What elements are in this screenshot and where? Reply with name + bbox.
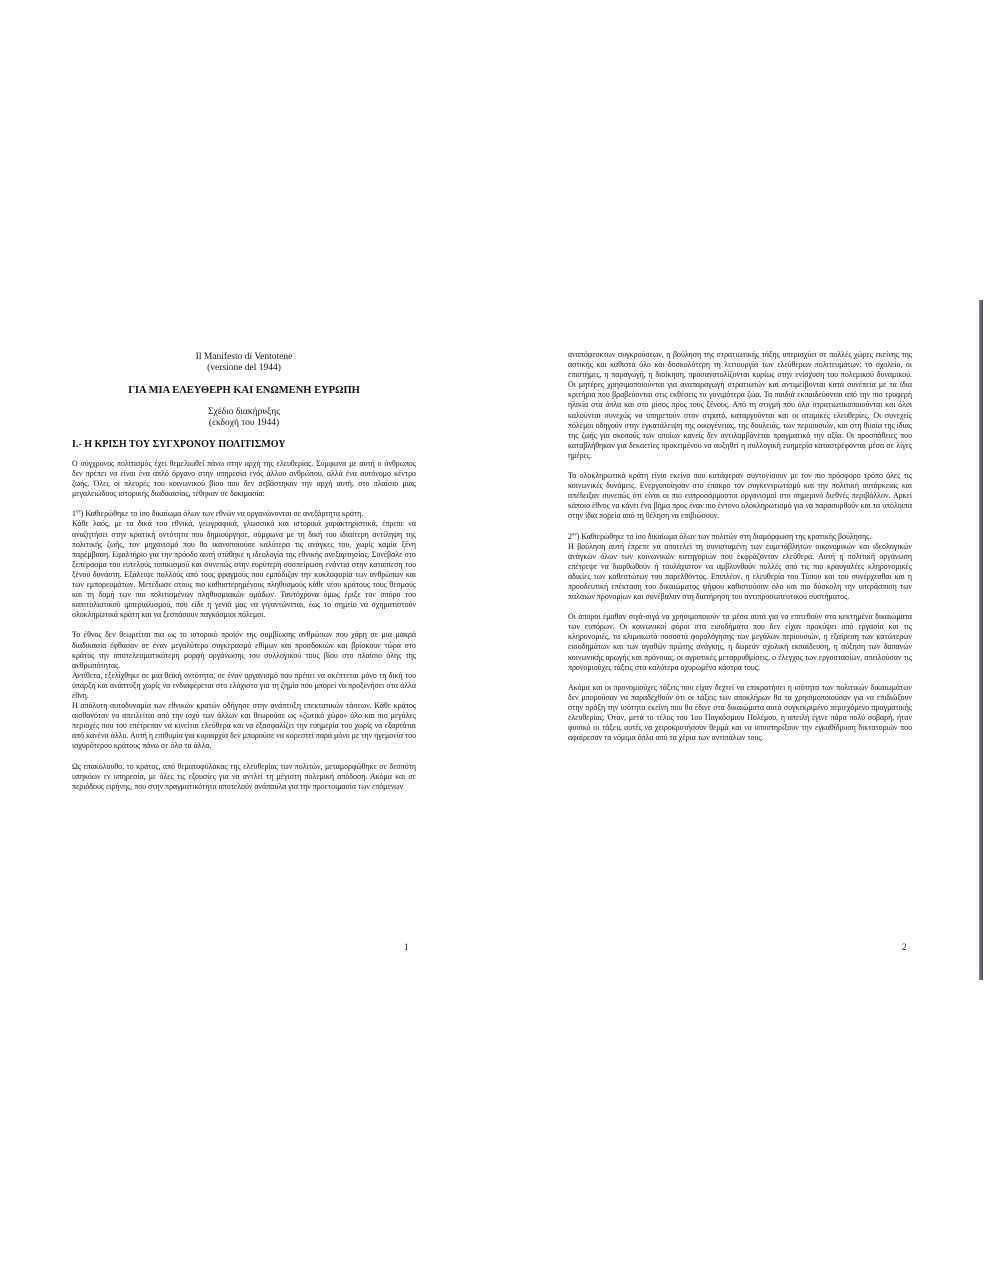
paragraph-point-2 bbox=[568, 532, 912, 603]
document-page-2 bbox=[486, 300, 981, 980]
section-title: I.- Η ΚΡΙΣΗ ΤΟΥ ΣΥΓΧΡΟΝΟΥ ΠΟΛΙΤΙΣΜΟΥ bbox=[72, 439, 286, 450]
page-number-2: 2 bbox=[902, 942, 907, 952]
subheader-line1: Σχέδιο διακήρυξης bbox=[207, 407, 281, 417]
paragraph-poor: Οι άποροι έμαθαν σιγά-σιγά να χρησιμοποιούν τα μέσα αυτά για να επιτεθούν στα κεκτημένα δικαιώματα των ευπόρων. Οι κοινωνικοί φόροι στα εισοδήματα που δεν είχαν προκύψει από εργασία και τις κληρονομιές, τα κλιμακωτά ποσοστά φορολόγησης των μεγάλων περιουσιών, η εξαίρεση των κατώτερων εισοδημάτων και των αγαθών πρώτης ανάγκης, η δωρεάν σχολική εκπαίδευση, η αύξηση των δαπανών κοινωνικής αρωγής και πρόνοιας, οι αγροτικές μεταρρυθμίσεις, ο έλεγχος των εργοστασίων, απειλούσαν τις προνομιούχες τάξεις στα καλύτερα οχυρωμένα κάστρα τους. bbox=[568, 612, 912, 672]
page-2-content bbox=[568, 350, 912, 753]
page-1-content bbox=[72, 352, 416, 802]
paragraph-totalitarian: Τα ολοκληρωτικά κράτη είναι εκείνα που κατάφεραν συντονίσουν με τον πιο πρόσφορο τρόπο όλες τις κοινωνικές δυνάμεις. Ενεργοποίησαν στο έπακρο τον συγκεντρωτισμό και την πολιτική αυτάρκειας και απέδειξαν συνεπώς ότι είναι οι πιο ευπροσάρμοστοι οργανισμοί στο σημερινό διεθνές περιβάλλον. Αρκεί κάποιο έθνος να κάνει ένα βήμα προς έναν πιο έντονο ολοκληρωτισμό για να παρασυρθούν και τα υπόλοιπα στην ίδια πορεία από τη θέληση να επιβιώσουν. bbox=[568, 471, 912, 521]
paragraph-privileged: Ακόμα και οι προνομιούχες τάξεις που είχαν δεχτεί να επικρατήσει η ισότητα των πολιτικών δικαιωμάτων δεν μπορούσαν να παραδεχθούν ότι οι τάξεις των αποκλήρων θα τα χρησιμοποιούσαν για να επιδιώξουν στην πράξη την ισότητα εκείνη που θα έδινε στα δικαιώματα αυτά συγκεκριμένο περιεχόμενο πραγματικής ελευθερίας. Όταν, μετά το τέλος του 1ου Παγκόσμιου Πολέμου, η απειλή έγινε πάρα πολύ σοβαρή, ήταν φυσικό οι τάξεις αυτές να χειροκροτήσουν θερμά και να υποστηρίξουν την εγκαθίδρυση δικτατοριών που αφαίρεσαν τα νόμιμα όπλα από τα χέρια των αντιπάλων τους. bbox=[568, 682, 912, 743]
manifesto-header-line2: (versione del 1944) bbox=[207, 363, 281, 373]
page-separator-right bbox=[979, 300, 983, 980]
paragraph-consequence: Ως επακόλουθο, το κράτος, από θεματοφύλακας της ελευθερίας των πολιτών, μεταμορφώθηκε σε δεσπότη υπηκόων εν υπηρεσία, με όλες τις εξουσίες για να αντλεί τη μέγιστη πολεμική απόδοση. Ακόμα και σε περιόδους ειρήνης, που στην πραγματικότητα αποτελούν ανάπαυλα για την προετοιμασία των επόμενων bbox=[72, 761, 416, 791]
page-number-1: 1 bbox=[404, 942, 409, 952]
paragraph-intro: Ο σύγχρονος πολιτισμός έχει θεμελιωθεί πάνω στην αρχή της ελευθερίας. Σύμφωνα με αυτή ο άνθρωπος δεν πρέπει να είναι ένα απλό όργανο στην υπηρεσία ενός άλλου ανθρώπου, αλλά ένα αυτόνομο κέντρο ζωής. Όλες οι πλευρές του κοινωνικού βίου που δεν σεβάστηκαν την αρχή αυτή, στο πλαίσιο μιας μεγαλειώδους ιστορικής διαδικασίας, τέθηκαν σε δοκιμασία: bbox=[72, 459, 416, 499]
document-page-1 bbox=[0, 300, 486, 980]
paragraph-point-1 bbox=[72, 509, 416, 620]
paragraph-military: αναπόφευκτων συγκρούσεων, η βούληση της στρατιωτικής τάξης υπερισχύει σε πολλές χώρες εκείνης της αστικής και καθιστά όλο και δυσκολότερη τη λειτουργία των ελεύθερων πολιτευμάτων: το σχολείο, οι επιστήμες, η παραγωγή, η διοίκηση, προσανατολίζονται κυρίως στην ενίσχυση του πολεμικού δυναμικού. Οι μητέρες χρησιμοποιούνται για αναπαραγωγή στρατιωτών και αντιμείβονται κατά συνέπεια με τα ίδια κριτήρια που βραβεύονται στις εκθέσεις τα γονιμότερα ζώα. Τα παιδιά εκπαιδεύονται από την πιο τρυφερή ηλικία στα όπλα και στο μίσος προς τους ξένους. Από τη στιγμή που όλα στρατιωτικοποιούνται και όλοι καλούνται συνεχώς να υπηρετούν στον στρατό, καταργούνται και οι ατομικές ελευθερίες. Οι συνεχείς πόλεμοι οδηγούν στην εγκατάλειψη της οικογένειας, της δουλειάς, των περιουσιών, και στη θυσία της ίδιας της ζωής για σκοπούς των οποίων κανείς δεν αντιλαμβάνεται πραγματικά την αξία. Οι προσπάθειες που καταβλήθηκαν για δεκαετίες προκειμένου να αυξηθεί η συλλογική ευημερία καταστρέφονται μέσα σε λίγες ημέρες. bbox=[568, 350, 912, 460]
manifesto-header-line1: Il Manifesto di Ventotene bbox=[195, 352, 293, 362]
subheader-line2: (εκδοχή του 1944) bbox=[208, 418, 280, 428]
document-title: ΓΙΑ ΜΙΑ ΕΛΕΥΘΕΡΗ ΚΑΙ ΕΝΩΜΕΝΗ ΕΥΡΩΠΗ bbox=[128, 385, 360, 396]
point-1-number: 1 bbox=[72, 509, 76, 519]
point-2-superscript: ον bbox=[571, 531, 577, 537]
point-2-number: 2 bbox=[568, 531, 572, 541]
point-2-text: ) Καθιερώθηκε το ίσο δικαίωμα όλων των πολιτών στη διαμόρφωση της κρατικής βούλησης. Η βούληση αυτή έπρεπε να αποτελεί τη συνισταμένη των ευμετάβλητων οικονομικών και ιδεολογικών αναγκών όλων των κοινωνικών κατηγοριών που εκφράζονταν ελεύθερα. Αυτή η πολιτική οργάνωση επέτρεψε να διορθωθούν ή τουλάχιστον να αμβλυνθούν πολλές από τις πιο κραυγαλέες κληρονομικές αδικίες των καθεστώτων του παρελθόντος. Επιπλέον, η ελευθερία του Τύπου και του συνέρχεσθαι και η προοδευτική επέκταση του δικαιώματος ψήφου καθιστούσαν όλο και πιο δύσκολη την υπεράσπιση των παλαιών προνομίων και συνέβαλαν στη διατήρηση του αντιπροσωπευτικού συστήματος. bbox=[568, 531, 912, 602]
paragraph-nation: Το έθνος δεν θεωρείται πια ως το ιστορικό προϊόν της συμβίωσης ανθρώπων που χάρη σε μια μακρά διαδικασία έφθασαν σε έναν μεγαλύτερο συγκερασμό εθίμων και προσδοκιών και βρίσκουν τώρα στο κράτος την αποτελεσματικότερη μορφή οργάνωσης του συλλογικού τους βίου στο πλαίσιο όλης της ανθρωπότητας. Αντίθετα, εξελίχθηκε σε μια θεϊκή οντότητα, σε έναν οργανισμό που πρέπει να σκέπτεται μόνο τη δική του ύπαρξη και ανάπτυξη χωρίς να ενδιαφέρεται στο ελάχιστο για τη ζημία που μπορεί να προξενήσει στα άλλα έθνη. Η απόλυτη αυτοδυναμία των εθνικών κρατών οδήγησε στην ανάπτυξη επεκτατικών τάσεων. Κάθε κράτος αισθανόταν να απειλείται από την ισχύ των άλλων και θεωρούσε ως «ζωτικό χώρο» όλο και πιο μεγάλες περιοχές που του επέτρεπαν να κινείται ελεύθερα και να εξασφαλίζει την ευημερία του χωρίς να εξαρτάται από κανένα άλλο. Αυτή η επιθυμία για κυριαρχία δεν μπορούσε να κορεστεί παρά μόνο με την ηγεμονία του ισχυρότερου κράτους πάνω σε όλα τα άλλα. bbox=[72, 630, 416, 751]
point-1-text: ) Καθιερώθηκε το ίσο δικαίωμα όλων των εθνών να οργανώνονται σε ανεξάρτητα κράτη. Κάθε λαός, με τα δικά του εθνικά, γεωγραφικά, γλωσσικά και ιστορικά χαρακτηριστικά, έπρεπε να αναζητήσει στην κρατική οντότητα που δημιούργησε, σύμφωνα με τη δική του ιδιαίτερη αντίληψη της πολιτικής ζωής, τον μηχανισμό που θα ικανοποιούσε καλύτερα τις ανάγκες του, χωρίς καμία ξένη παρέμβαση. Εφαλτήριο για την πρόοδο αυτή στάθηκε η ιδεολογία της εθνικής ανεξαρτησίας. Συνέβαλε στο ξεπέρασμα του ευτελούς τοπικισμού και συνεπώς στην ευρύτερη συσπείρωση ενάντια στην καταπίεση του ξένου δυνάστη. Εξάλειψε πολλούς από τους φραγμούς που εμπόδιζαν την κυκλοφορία των ανθρώπων και των εμπορευμάτων. Μετέδωσε στους πιο καθυστερημένους πληθυσμούς κάθε νέου κράτους τους θεσμούς και τη δομή των πιο πολιτισμένων πληθυσμιακών ομάδων. Ταυτόχρονα όμως έριξε τον σπόρο του καπιταλιστικού ιμπεριαλισμού, που είδε η γενιά μας να γιγαντώνεται, έως το σημείο να σχηματιστούν ολοκληρωτικά κράτη και να ξεσπάσουν παγκόσμιοι πόλεμοι. bbox=[72, 509, 416, 620]
point-1-superscript: ον bbox=[75, 509, 81, 515]
